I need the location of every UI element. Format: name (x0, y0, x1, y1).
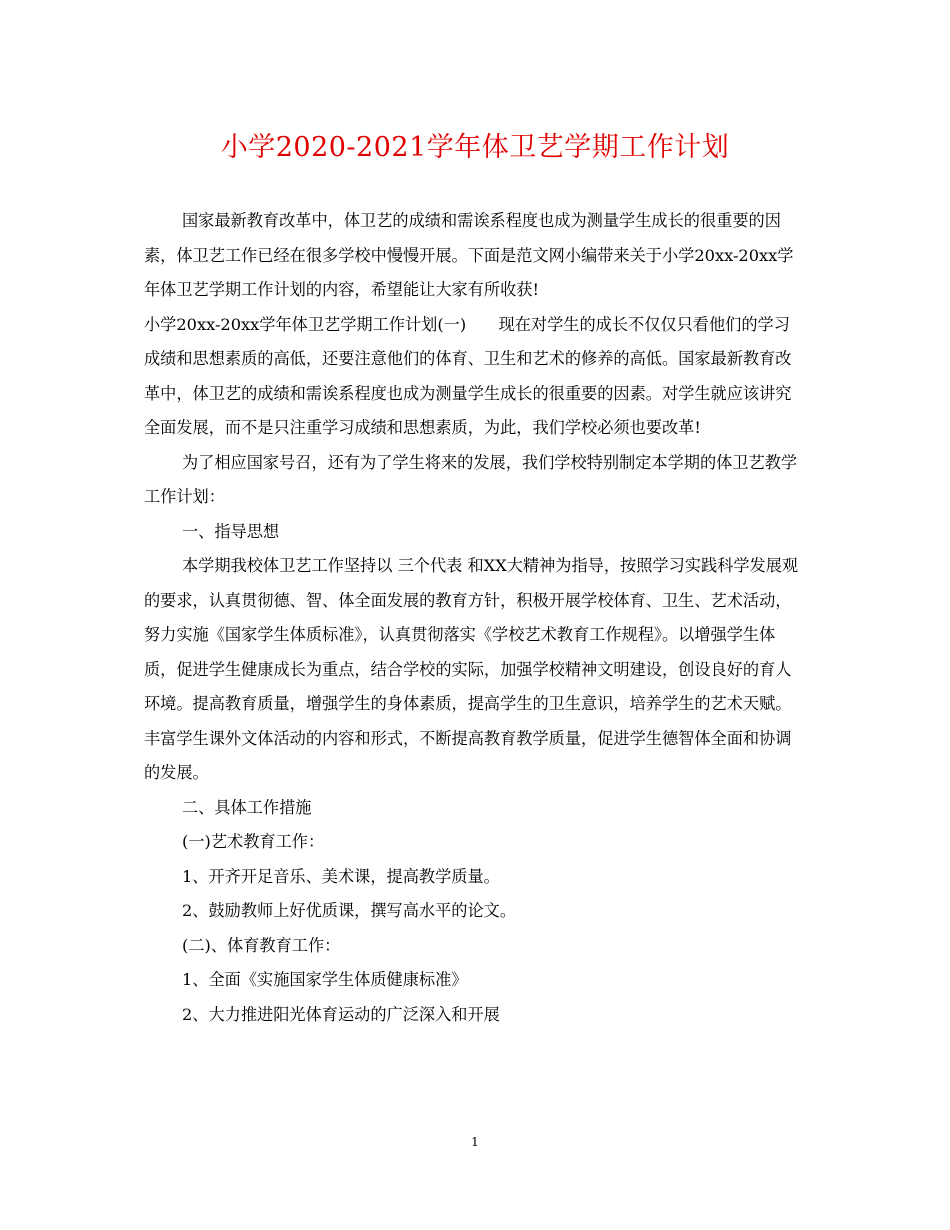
paragraph-response: 为了相应国家号召，还有为了学生将来的发展，我们学校特别制定本学期的体卫艺教学工作计划： (144, 452, 798, 506)
list-item-art-2: 2、鼓励教师上好优质课，撰写高水平的论文。 (182, 901, 517, 920)
paragraph-plan-one: 小学20xx-20xx学年体卫艺学期工作计划(一) 现在对学生的成长不仅仅只看他们的学习成绩和思想素质的高低，还要注意他们的体育、卫生和艺术的修养的高低。国家最新教育改革中，体卫艺的成绩和需诶系程度也成为测量学生成长的很重要的因素。对学生就应该讲究全面发展，而不是只注重学习成绩和思想素质，为此，我们学校必须也要改革! (144, 314, 792, 437)
paragraph-guiding-thought: 本学期我校体卫艺工作坚持以 三个代表 和XX大精神为指导，按照学习实践科学发展观的要求，认真贯彻德、智、体全面发展的教育方针，积极开展学校体育、卫生、艺术活动，努力实施《国家学生体质标准》，认真贯彻落实《学校艺术教育工作规程》。以增强学生体质，促进学生健康成长为重点，结合学校的实际，加强学校精神文明建设，创设良好的育人环境。提高教育质量，增强学生的身体素质，提高学生的卫生意识，培养学生的艺术天赋。丰富学生课外文体活动的内容和形式，不断提高教育教学质量，促进学生德智体全面和协调的发展。 (144, 556, 799, 782)
heading-measures: 二、具体工作措施 (182, 797, 312, 817)
document-title: 小学2020-2021学年体卫艺学期工作计划 (220, 132, 730, 163)
heading-sports-education: (二)、体育教育工作： (182, 935, 341, 955)
paragraph-intro: 国家最新教育改革中，体卫艺的成绩和需诶系程度也成为测量学生成长的很重要的因素，体卫艺工作已经在很多学校中慢慢开展。下面是范文网小编带来关于小学20xx-20xx学年体卫艺学期工作计划的内容，希望能让大家有所收获! (144, 211, 794, 299)
list-item-sports-2: 2、大力推进阳光体育运动的广泛深入和开展 (182, 1004, 500, 1024)
list-item-art-1: 1、开齐开足音乐、美术课，提高教学质量。 (182, 866, 500, 886)
page-number: 1 (471, 1135, 479, 1149)
heading-guiding-thought: 一、指导思想 (182, 521, 280, 541)
document-body (144, 204, 806, 1032)
list-item-sports-1: 1、全面《实施国家学生体质健康标准》 (182, 970, 468, 989)
heading-art-education: (一)艺术教育工作： (182, 832, 325, 851)
